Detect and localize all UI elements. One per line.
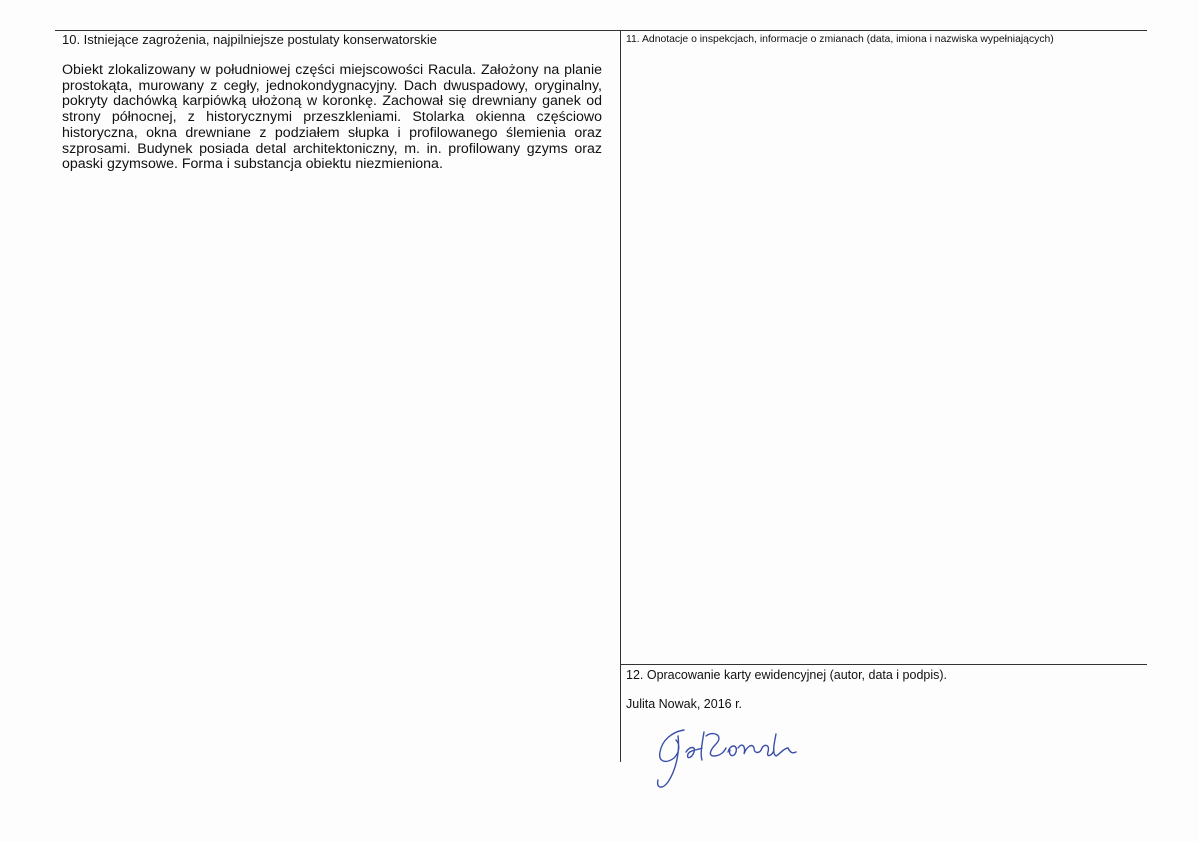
section-11-heading: 11. Adnotacje o inspekcjach, informacje o zmianach (data, imiona i nazwiska wypełniających): [626, 34, 1054, 45]
section-12-rule: [620, 664, 1147, 665]
top-horizontal-rule: [55, 30, 1147, 31]
author-and-date: Julita Nowak, 2016 r.: [626, 697, 743, 711]
section-12-heading: 12. Opracowanie karty ewidencyjnej (autor, data i podpis).: [626, 668, 948, 682]
column-divider: [620, 30, 621, 762]
section-10-heading: 10. Istniejące zagrożenia, najpilniejsze postulaty konserwatorskie: [62, 32, 438, 47]
handwritten-signature: [650, 722, 820, 792]
section-10-description: Obiekt zlokalizowany w południowej części miejscowości Racula. Założony na planie prostokąta, murowany z cegły, jednokondygnacyjny. Dach dwuspadowy, oryginalny, pokryty dachówką karpiówką ułożoną w koronkę. Zachował się drewniany ganek od strony północnej, z historycznymi przeszkleniami. Stolarka okienna częściowo historyczna, okna drewniane z podziałem słupka i profilowanego ślemienia oraz szprosami. Budynek posiada detal architektoniczny, m. in. profilowany gzyms oraz opaski gzymsowe. Forma i substancja obiektu niezmieniona.: [62, 62, 602, 173]
